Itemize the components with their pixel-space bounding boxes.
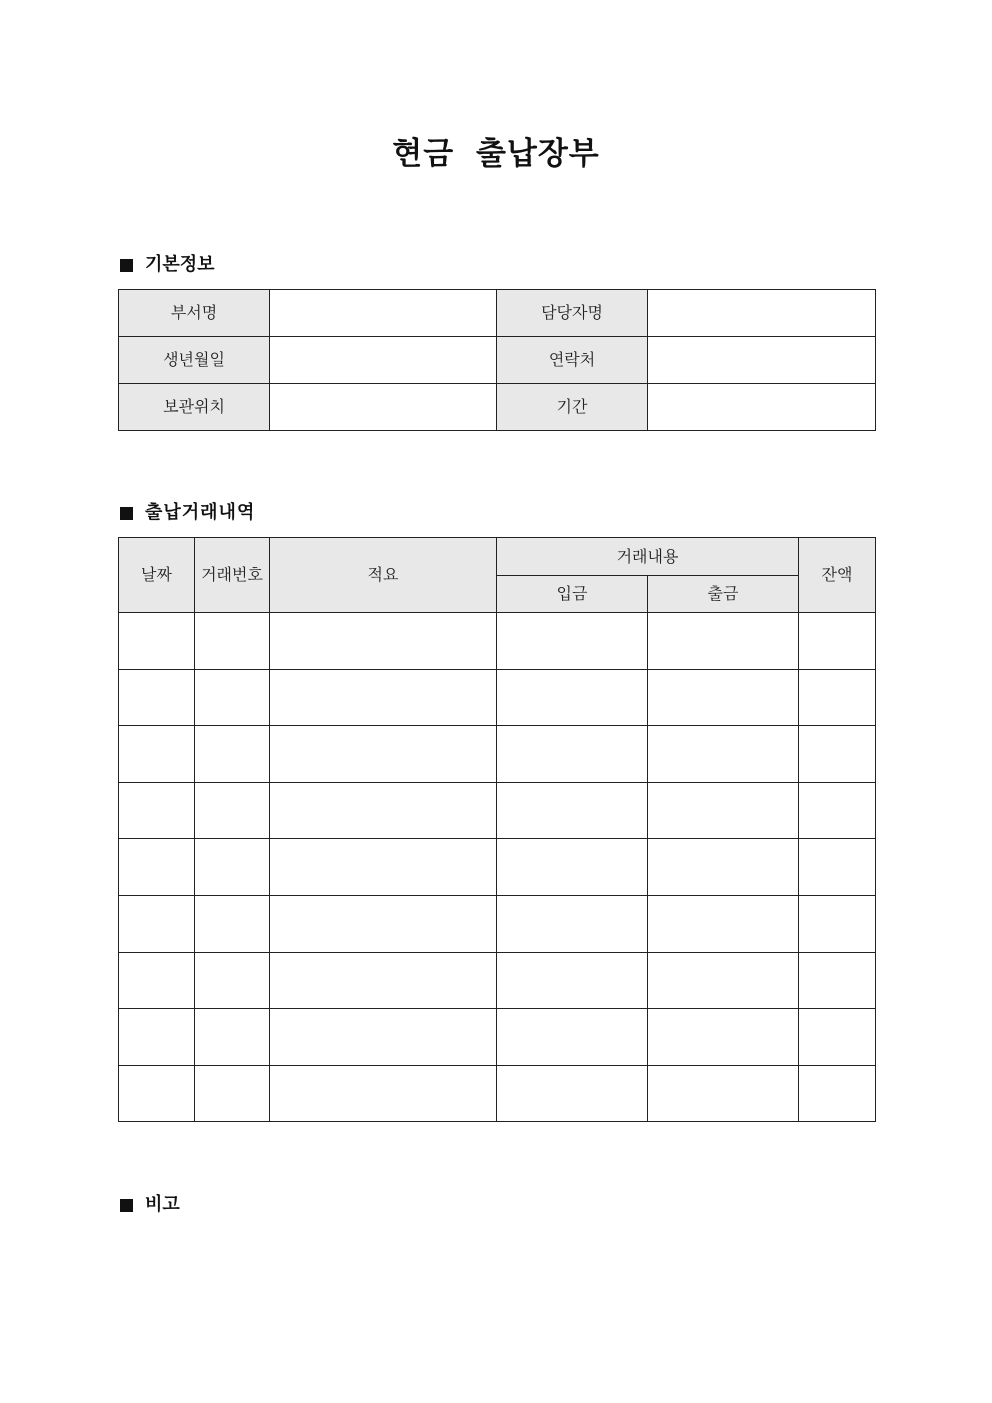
department-field[interactable] xyxy=(270,290,497,337)
deposit-cell[interactable] xyxy=(497,782,648,839)
deposit-cell[interactable] xyxy=(497,895,648,952)
info-row-department xyxy=(119,290,876,337)
section-heading-label: 비고 xyxy=(145,1194,180,1215)
description-cell[interactable] xyxy=(270,669,497,726)
header-description: 적요 xyxy=(270,538,497,613)
transaction-number-cell[interactable] xyxy=(195,952,270,1009)
balance-cell[interactable] xyxy=(799,613,876,670)
header-transaction-details: 거래내용 xyxy=(497,538,799,576)
description-cell[interactable] xyxy=(270,1009,497,1066)
section-heading-remarks xyxy=(118,1193,180,1217)
transaction-number-cell[interactable] xyxy=(195,726,270,783)
transaction-number-cell[interactable] xyxy=(195,895,270,952)
table-row xyxy=(119,952,876,1009)
date-cell[interactable] xyxy=(119,726,195,783)
deposit-cell[interactable] xyxy=(497,1065,648,1122)
withdrawal-cell[interactable] xyxy=(648,839,799,896)
withdrawal-cell[interactable] xyxy=(648,895,799,952)
balance-cell[interactable] xyxy=(799,782,876,839)
deposit-cell[interactable] xyxy=(497,613,648,670)
date-cell[interactable] xyxy=(119,669,195,726)
section-heading-label: 출납거래내역 xyxy=(145,502,256,523)
date-cell[interactable] xyxy=(119,782,195,839)
birthdate-label: 생년월일 xyxy=(119,337,270,384)
balance-cell[interactable] xyxy=(799,839,876,896)
header-balance: 잔액 xyxy=(799,538,876,613)
ledger-header-row xyxy=(119,538,876,576)
withdrawal-cell[interactable] xyxy=(648,613,799,670)
description-cell[interactable] xyxy=(270,895,497,952)
deposit-cell[interactable] xyxy=(497,726,648,783)
table-row xyxy=(119,1065,876,1122)
transaction-number-cell[interactable] xyxy=(195,1065,270,1122)
transaction-number-cell[interactable] xyxy=(195,1009,270,1066)
deposit-cell[interactable] xyxy=(497,1009,648,1066)
withdrawal-cell[interactable] xyxy=(648,952,799,1009)
black-square-icon xyxy=(120,507,133,520)
manager-field[interactable] xyxy=(648,290,876,337)
storage-label: 보관위치 xyxy=(119,384,270,431)
date-cell[interactable] xyxy=(119,895,195,952)
header-withdrawal: 출금 xyxy=(648,576,799,613)
date-cell[interactable] xyxy=(119,613,195,670)
header-date: 날짜 xyxy=(119,538,195,613)
info-row-birthdate xyxy=(119,337,876,384)
contact-field[interactable] xyxy=(648,337,876,384)
withdrawal-cell[interactable] xyxy=(648,1009,799,1066)
birthdate-field[interactable] xyxy=(270,337,497,384)
manager-label: 담당자명 xyxy=(497,290,648,337)
page-title: 현금 출납장부 xyxy=(392,136,600,172)
description-cell[interactable] xyxy=(270,1065,497,1122)
department-label: 부서명 xyxy=(119,290,270,337)
description-cell[interactable] xyxy=(270,613,497,670)
section-heading-basic-info xyxy=(118,253,215,277)
description-cell[interactable] xyxy=(270,782,497,839)
balance-cell[interactable] xyxy=(799,1065,876,1122)
withdrawal-cell[interactable] xyxy=(648,782,799,839)
balance-cell[interactable] xyxy=(799,1009,876,1066)
deposit-cell[interactable] xyxy=(497,839,648,896)
transaction-number-cell[interactable] xyxy=(195,669,270,726)
transaction-number-cell[interactable] xyxy=(195,839,270,896)
table-row xyxy=(119,669,876,726)
period-field[interactable] xyxy=(648,384,876,431)
storage-field[interactable] xyxy=(270,384,497,431)
withdrawal-cell[interactable] xyxy=(648,669,799,726)
description-cell[interactable] xyxy=(270,726,497,783)
table-row xyxy=(119,895,876,952)
table-row xyxy=(119,782,876,839)
header-deposit: 입금 xyxy=(497,576,648,613)
transaction-number-cell[interactable] xyxy=(195,613,270,670)
balance-cell[interactable] xyxy=(799,895,876,952)
table-row xyxy=(119,1009,876,1066)
table-row xyxy=(119,839,876,896)
date-cell[interactable] xyxy=(119,1065,195,1122)
transaction-number-cell[interactable] xyxy=(195,782,270,839)
balance-cell[interactable] xyxy=(799,952,876,1009)
withdrawal-cell[interactable] xyxy=(648,1065,799,1122)
contact-label: 연락처 xyxy=(497,337,648,384)
description-cell[interactable] xyxy=(270,839,497,896)
header-transaction-number xyxy=(195,538,270,613)
basic-info-table xyxy=(118,289,876,431)
black-square-icon xyxy=(120,1199,133,1212)
info-row-storage xyxy=(119,384,876,431)
section-heading-transactions xyxy=(118,501,255,525)
withdrawal-cell[interactable] xyxy=(648,726,799,783)
black-square-icon xyxy=(120,259,133,272)
date-cell[interactable] xyxy=(119,952,195,1009)
deposit-cell[interactable] xyxy=(497,669,648,726)
table-row xyxy=(119,613,876,670)
period-label: 기간 xyxy=(497,384,648,431)
date-cell[interactable] xyxy=(119,1009,195,1066)
table-row xyxy=(119,726,876,783)
deposit-cell[interactable] xyxy=(497,952,648,1009)
balance-cell[interactable] xyxy=(799,726,876,783)
date-cell[interactable] xyxy=(119,839,195,896)
description-cell[interactable] xyxy=(270,952,497,1009)
header-transaction-number-label: 거래번호 xyxy=(201,565,263,584)
transaction-ledger-table xyxy=(118,537,876,1122)
section-heading-label: 기본정보 xyxy=(145,254,215,275)
balance-cell[interactable] xyxy=(799,669,876,726)
